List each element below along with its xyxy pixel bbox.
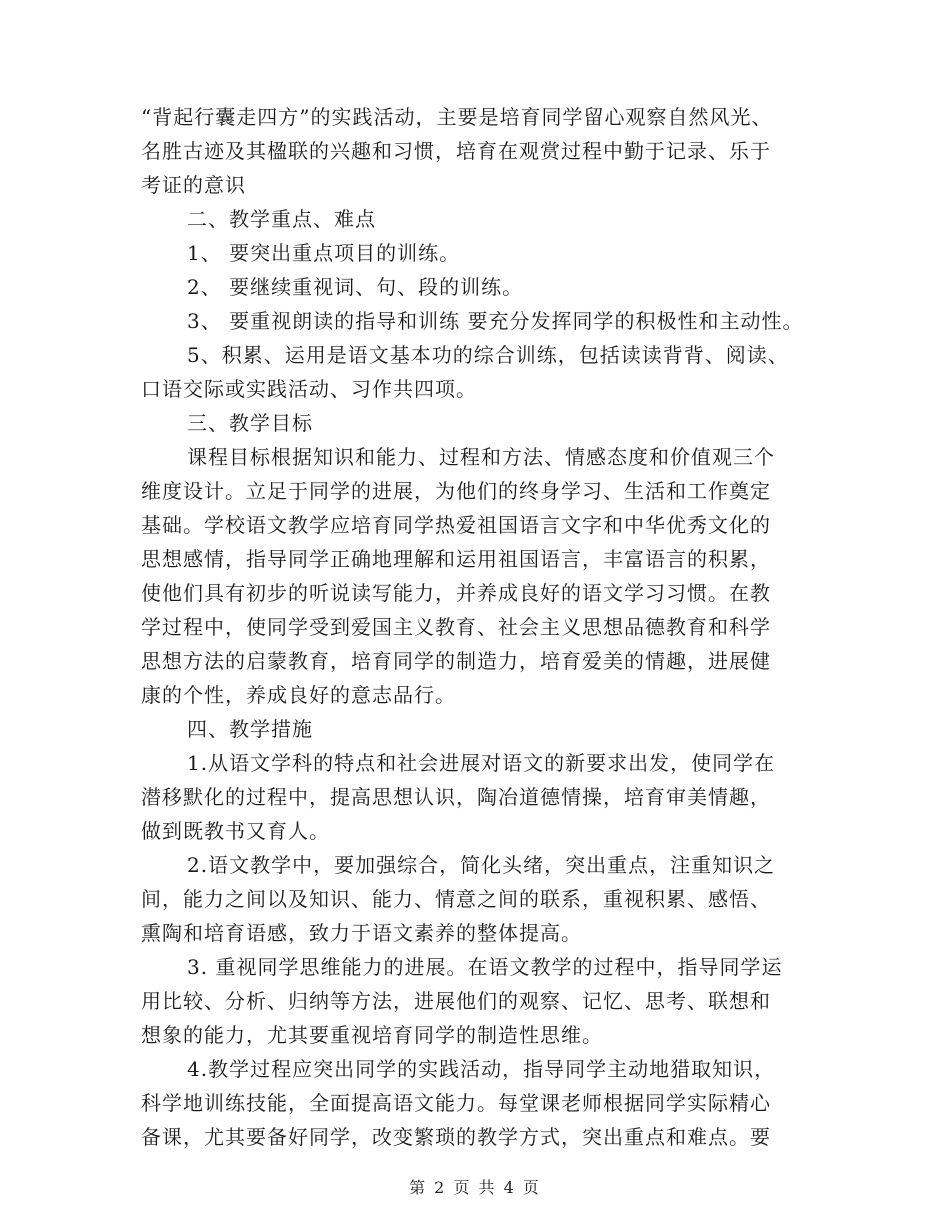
text-line: 思想方法的启蒙教育，培育同学的制造力，培育爱美的情趣，进展健	[141, 649, 771, 673]
text-line: 名胜古迹及其楹联的兴趣和习惯，培育在观赏过程中勤于记录、乐于	[141, 139, 771, 163]
text-line: 想象的能力，尤其要重视培育同学的制造性思维。	[141, 1023, 603, 1047]
list-item: 3、 要重视朗读的指导和训练 要充分发挥同学的积极性和主动性。	[187, 309, 804, 333]
document-body	[141, 100, 841, 1154]
text-line: 潜移默化的过程中，提高思想认识，陶冶道德情操，培育审美情趣，	[141, 785, 771, 809]
list-item: 2.语文教学中，要加强综合，简化头绪，突出重点，注重知识之	[187, 853, 776, 877]
text-line: 基础。学校语文教学应培育同学热爱祖国语言文字和中华优秀文化的	[141, 513, 771, 537]
page-number-footer: 第 2 页 共 4 页	[409, 1178, 541, 1197]
text-line: 做到既教书又育人。	[141, 819, 330, 843]
text-line: 使他们具有初步的听说读写能力，并养成良好的语文学习习惯。在教	[141, 581, 771, 605]
list-item: 5、积累、运用是语文基本功的综合训练，包括读读背背、阅读、	[187, 343, 789, 367]
text-line: 熏陶和培育语感，致力于语文素养的整体提高。	[141, 921, 582, 945]
section-heading: 三、教学目标	[187, 411, 313, 435]
text-line: 课程目标根据知识和能力、过程和方法、情感态度和价值观三个	[187, 445, 775, 469]
section-heading: 四、教学措施	[187, 717, 313, 741]
text-line: 备课，尤其要备好同学，改变繁琐的教学方式，突出重点和难点。要	[141, 1125, 771, 1149]
text-line: 用比较、分析、归纳等方法，进展他们的观察、记忆、思考、联想和	[141, 989, 771, 1013]
list-item: 2、 要继续重视词、句、段的训练。	[187, 275, 524, 299]
text-line: 科学地训练技能，全面提高语文能力。每堂课老师根据同学实际精心	[141, 1091, 771, 1115]
list-item: 1、 要突出重点项目的训练。	[187, 241, 461, 265]
list-item: 1.从语文学科的特点和社会进展对语文的新要求出发，使同学在	[187, 751, 776, 775]
text-line: 维度设计。立足于同学的进展，为他们的终身学习、生活和工作奠定	[141, 479, 771, 503]
text-line: 考证的意识	[141, 173, 246, 197]
text-line: 间，能力之间以及知识、能力、情意之间的联系，重视积累、感悟、	[141, 887, 771, 911]
list-item: 3. 重视同学思维能力的进展。在语文教学的过程中，指导同学运	[187, 955, 783, 979]
text-line: 学过程中，使同学受到爱国主义教育、社会主义思想品德教育和科学	[141, 615, 771, 639]
text-line: 口语交际或实践活动、习作共四项。	[141, 377, 477, 401]
section-heading: 二、教学重点、难点	[187, 207, 376, 231]
text-line: “背起行囊走四方”的实践活动，主要是培育同学留心观察自然风光、	[141, 105, 773, 129]
list-item: 4.教学过程应突出同学的实践活动，指导同学主动地猎取知识，	[187, 1057, 776, 1081]
text-line: 思想感情，指导同学正确地理解和运用祖国语言，丰富语言的积累，	[141, 547, 771, 571]
text-line: 康的个性，养成良好的意志品行。	[141, 683, 456, 707]
